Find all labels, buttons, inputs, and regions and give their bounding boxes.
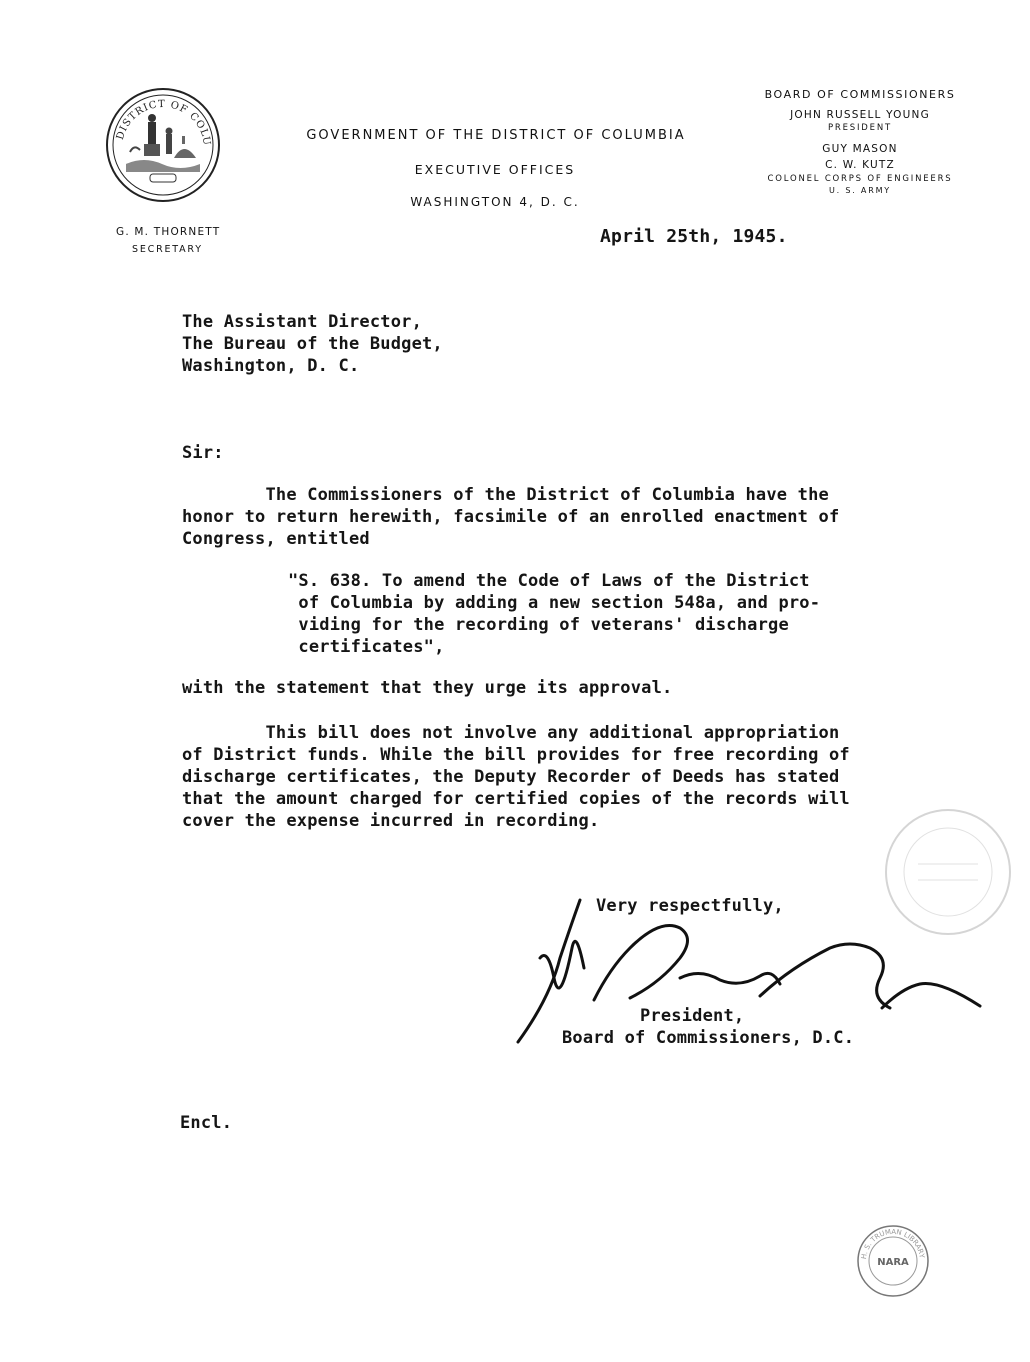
paragraph-line: honor to return herewith, facsimile of an enrolled enactment of — [182, 507, 840, 527]
board-member-kutz: C. W. KUTZ — [825, 159, 895, 171]
board-member-mason: GUY MASON — [822, 143, 898, 155]
nara-label: NARA — [877, 1257, 909, 1268]
closing: Very respectfully, — [596, 896, 784, 916]
paragraph-line: of District funds. While the bill provides for free recording of — [182, 745, 850, 765]
district-seal — [104, 86, 222, 204]
seal-text: DISTRICT OF COLU — [114, 98, 213, 147]
signer-board: Board of Commissioners, D.C. — [562, 1028, 855, 1048]
board-member-young: JOHN RUSSELL YOUNG — [790, 109, 930, 121]
paragraph-line: The Commissioners of the District of Columbia have the — [182, 485, 829, 505]
paragraph-funds — [182, 722, 850, 832]
signer-title: President, — [640, 1006, 745, 1026]
bill-quote — [288, 570, 820, 658]
board-member-kutz-army: U. S. ARMY — [829, 186, 891, 195]
archive-stamp — [856, 1224, 930, 1298]
government-name: GOVERNMENT OF THE DISTRICT OF COLUMBIA — [306, 128, 686, 143]
quote-line: certificates", — [288, 637, 445, 657]
paragraph-intro — [182, 484, 839, 550]
paragraph-line: Congress, entitled — [182, 529, 370, 549]
enclosure: Encl. — [180, 1113, 233, 1133]
executive-offices: EXECUTIVE OFFICES — [414, 162, 576, 177]
board-heading: BOARD OF COMMISSIONERS — [764, 88, 956, 101]
washington-address: WASHINGTON 4, D. C. — [410, 195, 580, 209]
board-member-kutz-title: COLONEL CORPS OF ENGINEERS — [767, 174, 953, 184]
quote-line: of Columbia by adding a new section 548a, and pro- — [288, 593, 821, 613]
secretary-title: SECRETARY — [132, 244, 203, 255]
recipient-line: The Bureau of the Budget, — [182, 334, 443, 354]
paragraph-line: discharge certificates, the Deputy Recorder of Deeds has stated — [182, 767, 840, 787]
board-of-commissioners — [750, 88, 970, 195]
signature-icon — [510, 888, 990, 1048]
board-member-young-title: PRESIDENT — [828, 123, 892, 133]
paragraph-line: cover the expense incurred in recording. — [182, 811, 600, 831]
signature — [510, 888, 990, 1048]
quote-line: "S. 638. To amend the Code of Laws of the District — [288, 571, 810, 591]
salutation: Sir: — [182, 443, 224, 463]
recipient-line: The Assistant Director, — [182, 312, 423, 332]
secretary-name: G. M. THORNETT — [116, 226, 221, 238]
seal-emblem-icon — [104, 86, 222, 204]
archive-stamp-icon — [856, 1224, 930, 1298]
paragraph-approval: with the statement that they urge its approval. — [182, 678, 673, 698]
paragraph-line: that the amount charged for certified copies of the records will — [182, 789, 850, 809]
archive-stamp-text: H. S. TRUMAN LIBRARY — [859, 1227, 926, 1260]
paragraph-line: This bill does not involve any additional appropriation — [182, 723, 840, 743]
quote-line: viding for the recording of veterans' discharge — [288, 615, 789, 635]
letter-date: April 25th, 1945. — [600, 226, 788, 247]
recipient-block — [182, 311, 443, 377]
recipient-line: Washington, D. C. — [182, 356, 360, 376]
